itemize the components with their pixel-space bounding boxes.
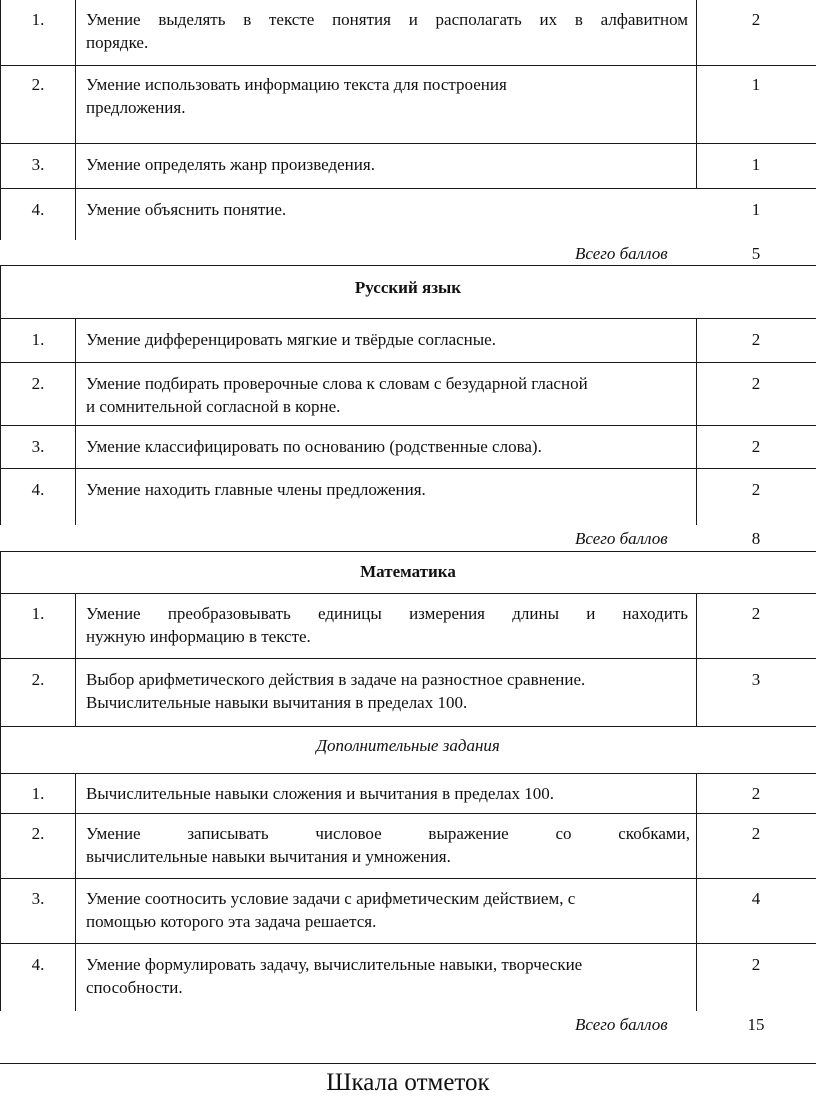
row-description: Вычислительные навыки вычитания в пределах 100. — [86, 693, 468, 712]
row-number: 2. — [31, 670, 45, 689]
total-value: 5 — [751, 244, 761, 263]
row-description: Умение дифференцировать мягкие и твёрдые согласные. — [86, 330, 496, 349]
row-description: Умение выделять в тексте понятия и располагать их в алфавитном — [86, 10, 688, 29]
row-number: 4. — [31, 200, 45, 219]
row-divider — [0, 425, 816, 426]
row-divider — [0, 593, 816, 594]
row-score: 1 — [751, 155, 761, 174]
row-description: Умение объяснить понятие. — [86, 200, 287, 219]
row-number: 2. — [31, 75, 45, 94]
row-score: 2 — [751, 437, 761, 456]
row-divider — [0, 878, 816, 879]
row-description: Умение находить главные члены предложения. — [86, 480, 426, 499]
row-number: 4. — [31, 480, 45, 499]
column-divider — [75, 318, 76, 525]
row-divider — [0, 188, 816, 189]
section-title: Русский язык — [354, 278, 462, 297]
row-score: 2 — [751, 604, 761, 623]
column-divider — [75, 0, 76, 240]
section-title: Математика — [360, 562, 456, 581]
row-description: и сомнительной согласной в корне. — [86, 397, 341, 416]
row-description: способности. — [86, 978, 183, 997]
table-border — [0, 551, 1, 1011]
row-description: Умение использовать информацию текста для построения — [86, 75, 507, 94]
row-score: 2 — [751, 480, 761, 499]
total-value: 15 — [747, 1015, 765, 1034]
total-label: Всего баллов — [575, 1015, 668, 1034]
section-subtitle: Дополнительные задания — [316, 736, 500, 755]
row-description: Умение подбирать проверочные слова к словам с безударной гласной — [86, 374, 588, 393]
total-label: Всего баллов — [575, 244, 668, 263]
column-divider — [696, 0, 697, 188]
column-divider — [696, 593, 697, 726]
row-divider — [0, 726, 816, 727]
row-number: 3. — [31, 155, 45, 174]
row-number: 1. — [31, 10, 45, 29]
row-description: Умение формулировать задачу, вычислительные навыки, творческие — [86, 955, 583, 974]
row-divider — [0, 943, 816, 944]
row-divider — [0, 143, 816, 144]
row-description: нужную информацию в тексте. — [86, 627, 311, 646]
row-score: 2 — [751, 824, 761, 843]
table-border — [0, 265, 1, 525]
row-score: 4 — [751, 889, 761, 908]
row-divider — [0, 658, 816, 659]
row-number: 2. — [31, 374, 45, 393]
row-description: Выбор арифметического действия в задаче на разностное сравнение. — [86, 670, 586, 689]
row-number: 3. — [31, 889, 45, 908]
row-description: Умение определять жанр произведения. — [86, 155, 375, 174]
row-divider — [0, 813, 816, 814]
total-label: Всего баллов — [575, 529, 668, 548]
row-description: Умение классифицировать по основанию (родственные слова). — [86, 437, 542, 456]
row-description: предложения. — [86, 98, 186, 117]
row-number: 1. — [31, 330, 45, 349]
row-number: 4. — [31, 955, 45, 974]
row-description: Умение преобразовывать единицы измерения длины и находить — [86, 604, 688, 623]
row-description: вычислительные навыки вычитания и умножения. — [86, 847, 451, 866]
row-description: Умение записывать числовое выражение со скобками, — [86, 824, 690, 843]
row-divider — [0, 65, 816, 66]
column-divider — [696, 773, 697, 1011]
total-value: 8 — [751, 529, 761, 548]
row-divider — [0, 265, 816, 266]
row-description: помощью которого эта задача решается. — [86, 912, 377, 931]
row-number: 2. — [31, 824, 45, 843]
row-score: 3 — [751, 670, 761, 689]
row-divider — [0, 362, 816, 363]
row-score: 2 — [751, 955, 761, 974]
row-description: Вычислительные навыки сложения и вычитания в пределах 100. — [86, 784, 555, 803]
row-number: 3. — [31, 437, 45, 456]
row-score: 1 — [751, 200, 761, 219]
row-divider — [0, 551, 816, 552]
column-divider — [75, 773, 76, 1011]
row-divider — [0, 318, 816, 319]
row-number: 1. — [31, 784, 45, 803]
row-score: 1 — [751, 75, 761, 94]
row-score: 2 — [751, 10, 761, 29]
row-description: Умение соотносить условие задачи с арифметическим действием, с — [86, 889, 576, 908]
row-score: 2 — [751, 374, 761, 393]
divider — [0, 1063, 816, 1064]
row-divider — [0, 773, 816, 774]
column-divider — [75, 593, 76, 726]
row-divider — [0, 468, 816, 469]
row-score: 2 — [751, 784, 761, 803]
footer-heading: Шкала отметок — [326, 1069, 490, 1096]
row-number: 1. — [31, 604, 45, 623]
row-description: порядке. — [86, 33, 149, 52]
row-score: 2 — [751, 330, 761, 349]
column-divider — [696, 318, 697, 525]
table-border — [0, 0, 1, 240]
